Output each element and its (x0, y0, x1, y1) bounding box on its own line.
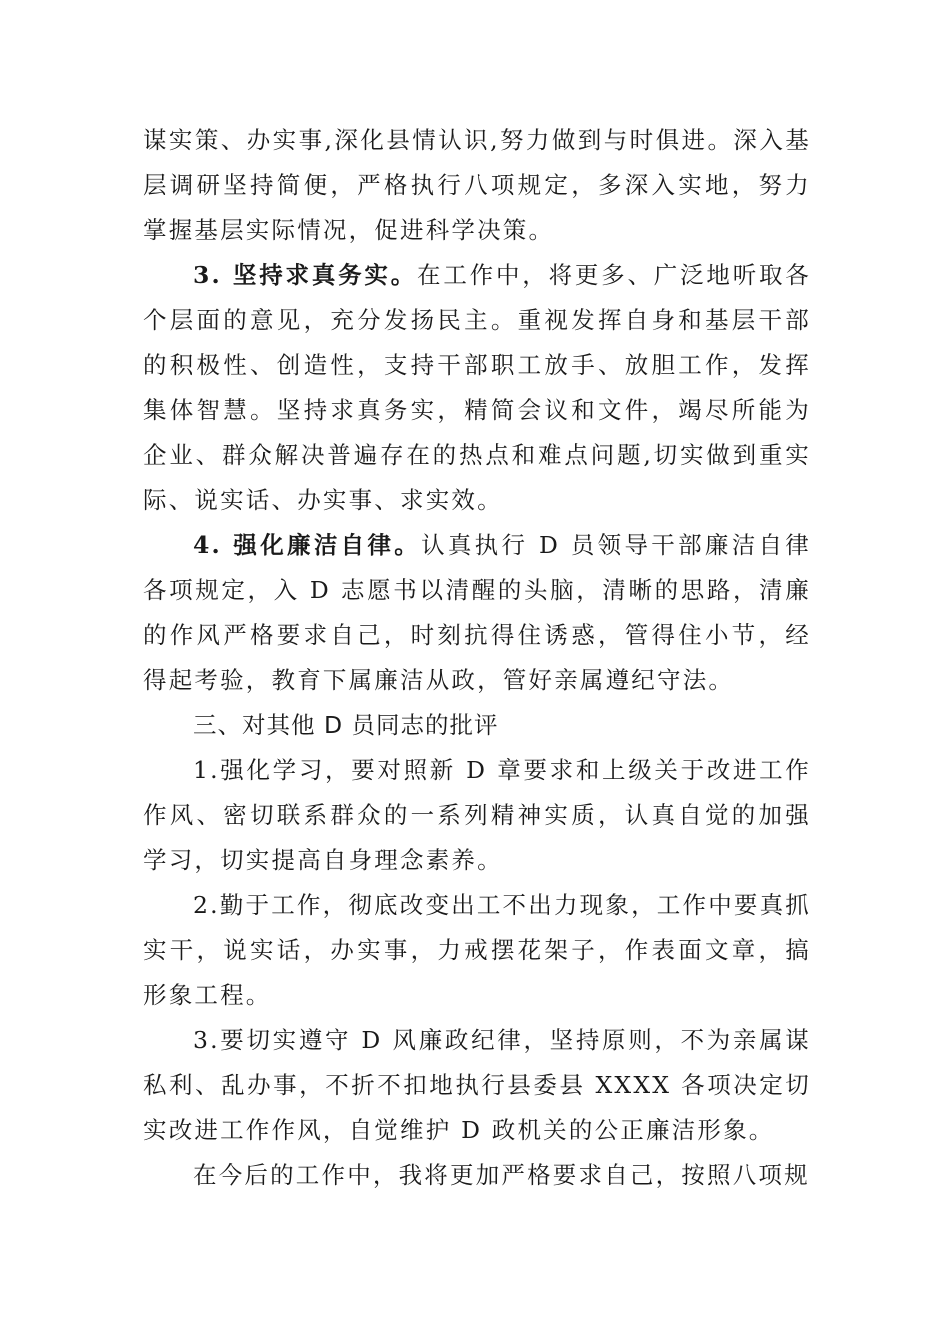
paragraph-lead: 3. 坚持求真务实。 (193, 261, 418, 289)
paragraph-truth-seeking (143, 253, 811, 523)
criticism-item-work: 2.勤于工作，彻底改变出工不出力现象，工作中要真抓实干，说实话，办实事，力戒摆花架子，作表面文章，搞形象工程。 (143, 891, 811, 1009)
paragraph-text: 认真执行 D 员领导干部廉洁自律各项规定，入 D 志愿书以清醒的头脑，清晰的思路，清廉的作风严格要求自己，时刻抗得住诱惑，管得住小节，经得起考验，教育下属廉洁从政，管好亲属遵纪守法。 (143, 531, 812, 694)
paragraph-research (143, 118, 811, 253)
paragraph-text: 谋实策、办实事,深化县情认识,努力做到与时俱进。深入基层调研坚持简便，严格执行八项规定，多深入实地，努力掌握基层实际情况，促进科学决策。 (143, 126, 811, 244)
criticism-item-study: 1.强化学习，要对照新 D 章要求和上级关于改进工作作风、密切联系群众的一系列精神实质，认真自觉的加强学习，切实提高自身理念素养。 (143, 756, 811, 874)
paragraph-integrity (143, 523, 811, 703)
document-body (143, 118, 811, 1198)
closing-paragraph: 在今后的工作中，我将更加严格要求自己，按照八项规 (193, 1161, 810, 1189)
paragraph-lead: 4. 强化廉洁自律。 (193, 531, 422, 559)
criticism-item-discipline: 3.要切实遵守 D 风廉政纪律，坚持原则，不为亲属谋私利、乱办事，不折不扣地执行县委县 XXXX 各项决定切实改进工作作风，自觉维护 D 政机关的公正廉洁形象。 (143, 1026, 811, 1144)
paragraph-text: 在工作中，将更多、广泛地听取各个层面的意见，充分发扬民主。重视发挥自身和基层干部的积极性、创造性，支持干部职工放手、放胆工作，发挥集体智慧。坚持求真务实，精简会议和文件，竭尽所能为企业、群众解决普遍存在的热点和难点问题,切实做到重实际、说实话、办实事、求实效。 (143, 261, 811, 514)
section-heading: 三、对其他 D 员同志的批评 (193, 711, 499, 739)
